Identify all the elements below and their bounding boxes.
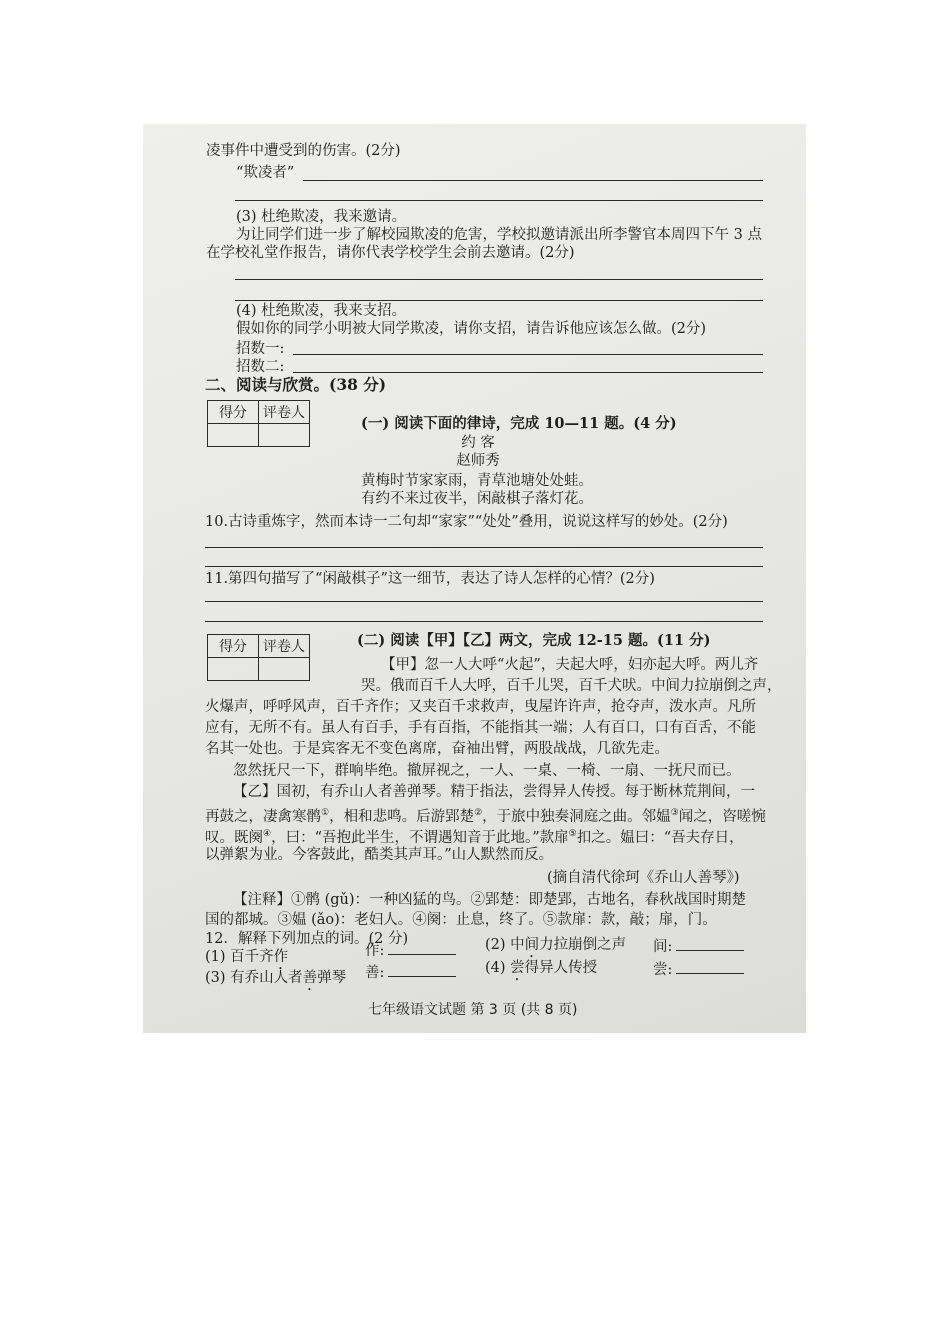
dotted-word: 间	[524, 937, 540, 953]
score-cell	[208, 424, 259, 447]
annotation-line: 国的都城。③媪 (ǎo)：老妇人。④阕：止息，终了。⑤款扉：款，敲；扉，门。	[205, 912, 717, 928]
text-run: 弹琴	[317, 970, 347, 986]
answer-blank	[676, 936, 744, 951]
q12-answer-2	[653, 936, 744, 956]
note-marker: ③	[670, 808, 679, 818]
text-run: (1) 百千齐	[205, 949, 274, 965]
term-label: 尝:	[653, 962, 673, 978]
reading-part-intro: (二) 阅读【甲】【乙】两文，完成 12-15 题。(11 分)	[357, 632, 711, 649]
text-run: ，相和悲鸣。后游郢楚	[329, 808, 475, 825]
bully-label: “欺凌者”	[236, 165, 295, 181]
passage-jia-line: 【甲】忽一人大呼“火起”，夫起大呼，妇亦起大呼。两儿齐	[381, 657, 759, 673]
score-header: 得分	[208, 635, 259, 658]
answer-line	[303, 180, 763, 181]
grader-header: 评卷人	[259, 401, 310, 424]
q12-item-2	[485, 936, 626, 961]
note-marker: ②	[474, 808, 483, 818]
passage-source: (摘自清代徐珂《乔山人善琴》)	[547, 870, 740, 886]
q9-3-prompt: 为让同学们进一步了解校园欺凌的危害，学校拟邀请派出所李警官本周四下午 3 点	[236, 227, 762, 243]
passage-yi-line	[205, 825, 744, 847]
tip-one-label: 招数一:	[236, 341, 285, 357]
passage-jia-line: 忽然抚尺一下，群响毕绝。撤屏视之，一人、一桌、一椅、一扇、一抚尺而已。	[233, 763, 741, 779]
grader-header: 评卷人	[259, 635, 310, 658]
q9-3-title: (3) 杜绝欺凌，我来邀请。	[236, 209, 407, 225]
term-label: 间:	[653, 939, 673, 955]
q12-answer-1	[365, 940, 456, 960]
q9-4-title: (4) 杜绝欺凌，我来支招。	[236, 303, 407, 319]
page-footer: 七年级语文试题 第 3 页 (共 8 页)	[368, 1002, 578, 1018]
q12-item-4	[485, 959, 597, 984]
text-run: (4)	[485, 960, 511, 976]
q9-4-prompt: 假如你的同学小明被大同学欺凌，请你支招，请告诉他应该怎么做。(2分)	[236, 321, 707, 337]
text-run: 扣之。媪曰：“吾夫存日，	[576, 829, 744, 846]
passage-yi-line: 【乙】国初，有乔山人者善弹琴。精于指法，尝得异人传授。每于断林荒荆间，一	[233, 784, 755, 800]
poem-part-intro: (一) 阅读下面的律诗，完成 10—11 题。(4 分)	[361, 415, 677, 432]
passage-jia-line: 名其一处也。于是宾客无不变色离席，奋袖出臂，两股战战，几欲先走。	[205, 741, 669, 757]
answer-line	[205, 601, 763, 602]
text-run: (2) 中	[485, 937, 525, 953]
poem-line: 有约不来过夜半，闲敲棋子落灯花。	[361, 491, 593, 507]
exam-page-photo	[143, 124, 806, 1033]
text-run: 力拉崩倒之声	[539, 937, 627, 953]
answer-line	[235, 300, 763, 301]
score-header: 得分	[208, 401, 259, 424]
answer-line	[205, 566, 763, 567]
answer-line	[205, 621, 763, 622]
score-table	[207, 400, 310, 447]
question-11: 11.第四句描写了“闲敲棋子”这一细节，表达了诗人怎样的心情？(2分)	[205, 571, 655, 587]
answer-blank	[388, 962, 456, 977]
passage-jia-line: 应有，无所不有。虽人有百手，手有百指，不能指其一端；人有百口，口有百舌，不能	[205, 720, 756, 736]
score-table	[207, 634, 310, 681]
q12-answer-3	[365, 962, 456, 982]
answer-line	[293, 372, 763, 373]
passage-jia-line: 哭。俄而百千人大呼，百千儿哭，百千犬吠。中间力拉崩倒之声，	[361, 678, 782, 694]
grader-cell	[259, 658, 310, 681]
annotation-line: 【注释】①鹘 (gǔ)：一种凶猛的鸟。②郢楚：即楚郢，古地名，春秋战国时期楚	[233, 892, 747, 908]
tip-two-label: 招数二:	[236, 359, 285, 375]
text-run: 闻之，咨嗟惋	[678, 808, 766, 825]
dotted-word: 作	[273, 949, 289, 965]
q12-item-3	[205, 969, 346, 994]
q12-answer-4	[653, 959, 744, 979]
question-10: 10.古诗重炼字，然而本诗一二句却“家家”“处处”叠用，说说这样写的妙处。(2分)	[205, 514, 728, 530]
text-run: ，于旅中独奏洞庭之曲。邻媪	[482, 808, 671, 825]
poem-line: 黄梅时节家家雨，青草池塘处处蛙。	[361, 473, 593, 489]
note-marker: ⑤	[568, 829, 577, 839]
q9-continuation: 凌事件中遭受到的伤害。(2分)	[206, 143, 401, 159]
answer-line	[235, 200, 763, 201]
note-marker: ①	[321, 808, 330, 818]
dotted-word: 尝	[510, 960, 525, 976]
answer-line	[293, 354, 763, 355]
dotted-word: 善	[302, 970, 318, 986]
poem-title: 约 客	[461, 435, 495, 451]
poem-author: 赵师秀	[456, 453, 500, 469]
passage-yi-line	[205, 804, 766, 826]
answer-blank	[676, 959, 744, 974]
text-run: (3) 有乔山人者	[205, 970, 303, 986]
note-marker: ④	[263, 829, 272, 839]
answer-blank	[388, 940, 456, 955]
section-heading: 二、阅读与欣赏。(38 分)	[205, 375, 387, 394]
passage-yi-line: 以弹絮为业。今客鼓此，酷类其声耳。”山人默然而反。	[205, 847, 554, 863]
answer-line	[235, 279, 763, 280]
grader-cell	[259, 424, 310, 447]
question-12: 12．解释下列加点的词。(2 分)	[205, 931, 409, 947]
passage-jia-line: 火爆声，呼呼风声，百千齐作；又夹百千求救声，曳屋许许声，抢夺声，泼水声。凡所	[205, 699, 756, 715]
text-run: 得异人传授	[524, 960, 598, 976]
q9-3-prompt: 在学校礼堂作报告，请你代表学校学生会前去邀请。(2分)	[206, 245, 575, 261]
text-run: 叹。既阕	[205, 829, 263, 846]
text-run: ，曰：“吾抱此半生，不谓遇知音于此地。”款扉	[271, 829, 569, 846]
term-label: 作:	[365, 943, 385, 959]
term-label: 善:	[365, 965, 385, 981]
text-run: 再鼓之，凄禽寒鹘	[205, 808, 321, 825]
score-cell	[208, 658, 259, 681]
answer-line	[205, 547, 763, 548]
